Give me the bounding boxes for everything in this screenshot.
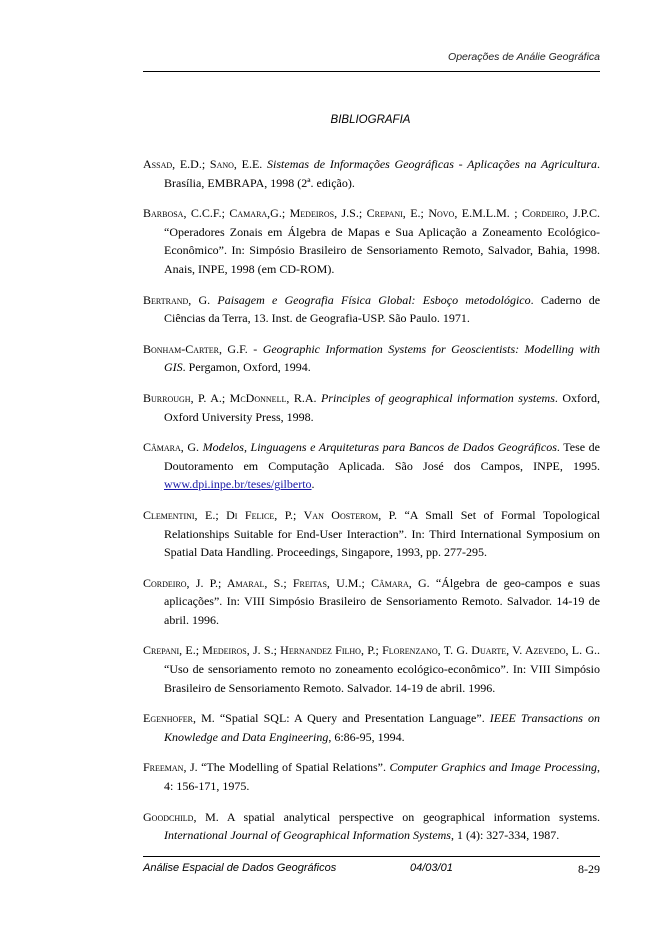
reference-text: , 1 (4): 327-334, 1987. (450, 828, 560, 843)
reference-text: . Tese de Doutoramento em Computação Aplicada. São José dos Campos, INPE, 1995. (164, 440, 601, 473)
reference-entry (143, 389, 600, 426)
reference-entry (143, 808, 600, 845)
reference-authors: Barbosa, C.C.F.; Camara,G.; Medeiros, J.S.; Crepani, E.; Novo, E.M.L.M. ; Cordeiro, J.P.C. (143, 206, 600, 221)
reference-entry (143, 641, 600, 697)
running-header: Operações de Análie Geográfica (448, 51, 600, 63)
reference-title: International Journal of Geographical Information Systems (164, 828, 451, 843)
reference-title: IEEE Transactions on Knowledge and Data Engineering (164, 711, 600, 744)
reference-authors: Goodchild, M. (143, 809, 219, 824)
reference-entry (143, 155, 600, 192)
reference-entry (143, 340, 600, 377)
reference-text: , 4: 156-171, 1975. (164, 760, 600, 794)
reference-entry (143, 506, 600, 562)
reference-authors: Freeman, J. (143, 760, 198, 775)
reference-entry (143, 574, 600, 630)
header-rule (143, 71, 600, 72)
reference-authors: Crepani, E.; Medeiros, J. S.; Hernandez Filho, P.; Florenzano, T. G. Duarte, V. Azevedo, L. G.. (143, 643, 600, 658)
footer-title: Análise Espacial de Dados Geográficos (143, 862, 337, 874)
footer-date: 04/03/01 (410, 862, 453, 874)
reference-title: Paisagem e Geografia Física Global: Esboço metodológico (217, 292, 531, 307)
reference-entry (143, 438, 600, 494)
reference-title: Principles of geographical information systems (320, 390, 555, 405)
reference-text: . Brasília, EMBRAPA, 1998 (2ª. edição). (164, 157, 600, 190)
reference-text: “Operadores Zonais em Álgebra de Mapas e Sua Aplicação a Zoneamento Ecológico-Econômico”. In: Simpósio Brasileiro de Sensoriamento Remoto, Salvador, Bahia, 1998. Anais, INPE, 1998 (em CD-ROM). (164, 224, 600, 276)
reference-text: . (311, 477, 315, 492)
reference-text: “Álgebra de geo-campos e suas aplicações”. In: VIII Simpósio Brasileiro de Sensoriamento Remoto. Salvador. 14-19 de abril. 1996. (164, 575, 600, 627)
reference-list (143, 143, 600, 852)
reference-text: “A Small Set of Formal Topological Relationships Suitable for End-User Interaction”. In: Third International Symposium on Spatial Data Handling. Proceedings, Singapore, 1993, pp. 277-295. (164, 507, 600, 560)
page-number: 8-29 (578, 862, 600, 876)
section-title: BIBLIOGRAFIA (330, 114, 411, 126)
reference-title: Sistemas de Informações Geográficas - Aplicações na Agricultura (267, 157, 597, 171)
reference-entry (143, 758, 600, 795)
reference-text: , 6:86-95, 1994. (328, 729, 405, 744)
reference-entry (143, 204, 600, 278)
footer-rule (143, 856, 600, 857)
reference-authors: Câmara, G. (143, 440, 200, 455)
reference-authors: Burrough, P. A.; McDonnell, R.A. (143, 390, 317, 405)
reference-authors: Clementini, E.; Di Felice, P.; Van Oosterom, P. (143, 507, 397, 522)
reference-text: - (247, 341, 263, 356)
reference-authors: Cordeiro, J. P.; Amaral, S.; Freitas, U.M.; Câmara, G. (143, 575, 430, 590)
reference-text: “Spatial SQL: A Query and Presentation Language”. (214, 711, 490, 726)
reference-link[interactable]: www.dpi.inpe.br/teses/gilberto (164, 477, 312, 492)
reference-authors: Egenhofer, M. (143, 711, 215, 726)
reference-text: . Pergamon, Oxford, 1994. (182, 360, 311, 375)
reference-text: . Oxford, Oxford University Press, 1998. (164, 390, 600, 424)
reference-text: “Uso de sensoriamento remoto no zoneamento ecológico-econômico”. In: VIII Simpósio Brasileiro de Sensoriamento Remoto. Salvador. 14-19 de abril. 1996. (164, 662, 600, 695)
reference-entry (143, 291, 600, 328)
reference-title: Geographic Information Systems for Geoscientists: Modelling with GIS (164, 341, 600, 375)
reference-text: A spatial analytical perspective on geographical information systems. (218, 809, 600, 824)
reference-authors: Bertrand, G. (143, 292, 211, 307)
reference-title: Computer Graphics and Image Processing (389, 760, 597, 775)
reference-authors: Bonham-Carter, G.F. (143, 341, 248, 356)
reference-text: . Caderno de Ciências da Terra, 13. Inst. de Geografia-USP. São Paulo. 1971. (164, 292, 601, 326)
reference-entry (143, 709, 600, 746)
reference-title: Modelos, Linguagens e Arquiteturas para Bancos de Dados Geográficos (202, 440, 557, 455)
reference-authors: Assad, E.D.; Sano, E.E. (143, 157, 263, 171)
reference-text: “The Modelling of Spatial Relations”. (197, 760, 390, 775)
